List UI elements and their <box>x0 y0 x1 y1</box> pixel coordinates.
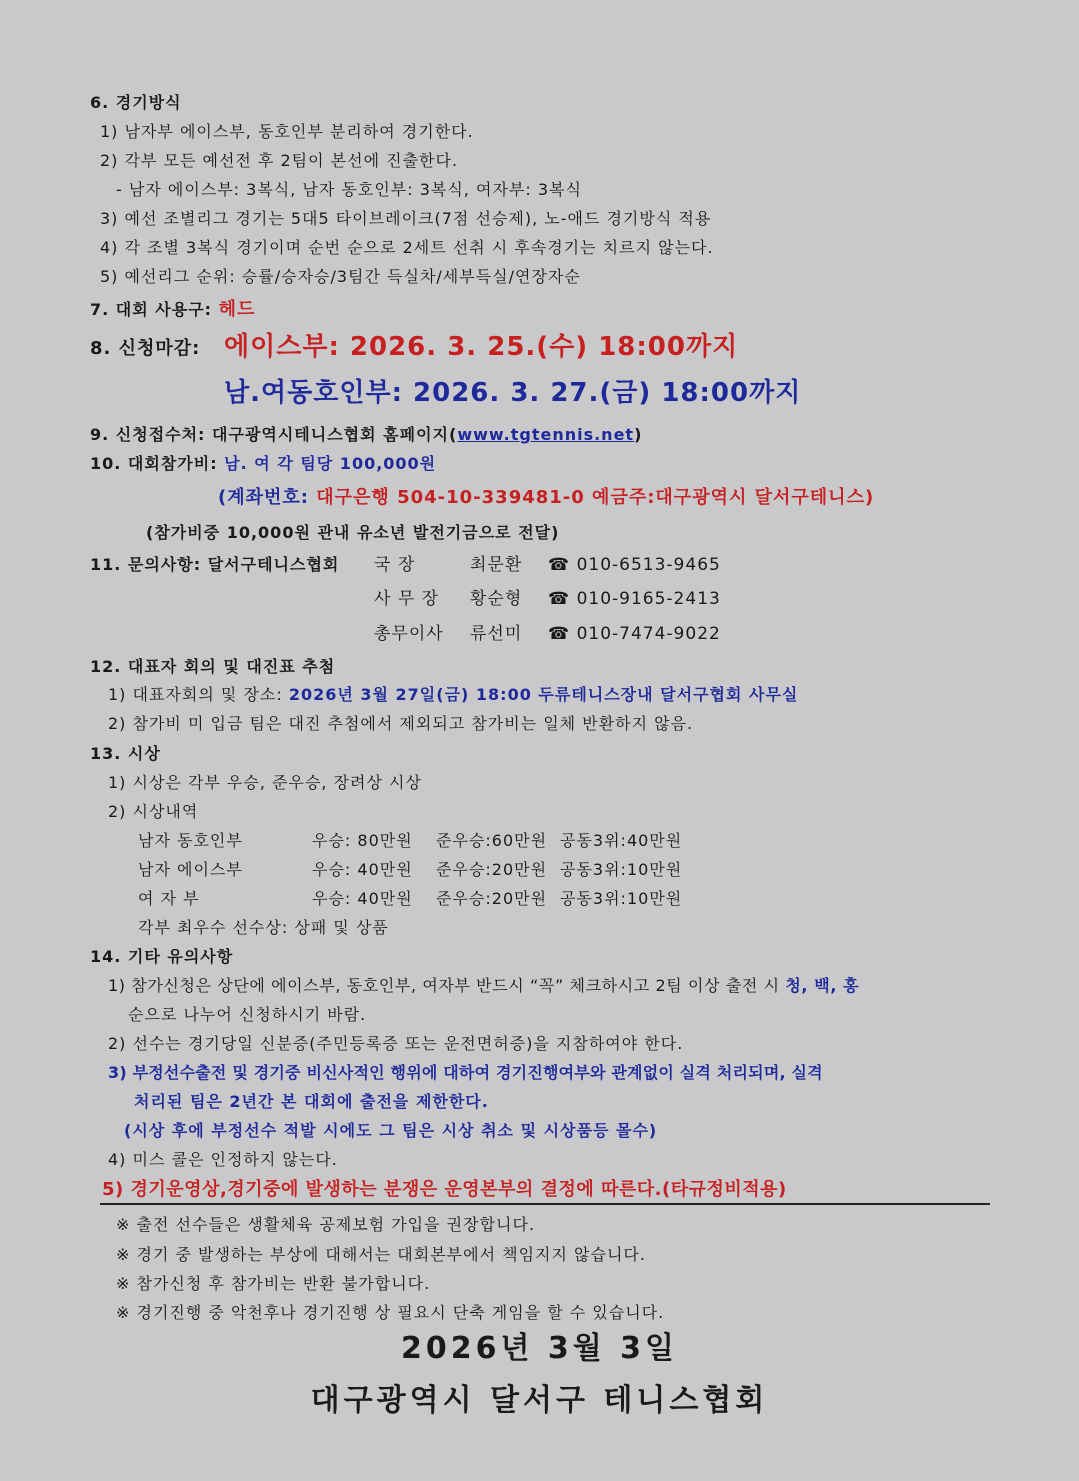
section-9 <box>90 424 642 446</box>
meeting-label: 1) 대표자회의 및 장소: <box>108 685 283 704</box>
section-10 <box>90 453 436 475</box>
entry-close: ) <box>634 425 643 444</box>
contact-role: 국 장 <box>374 555 416 575</box>
section-13-line-2: 2) 시상내역 <box>108 802 199 821</box>
contact-row <box>374 623 721 645</box>
contact-phone: ☎ 010-9165-2413 <box>548 589 721 609</box>
section-6-title: 6. 경기방식 <box>90 93 182 112</box>
contact-phone: ☎ 010-7474-9022 <box>548 624 721 644</box>
section-6-line-2: 2) 각부 모든 예선전 후 2팀이 본선에 진출한다. <box>100 151 459 170</box>
section-14-line-5: 5) 경기운영상,경기중에 발생하는 분쟁은 운영본부의 결정에 따른다.(타규정비적용) <box>102 1179 787 1200</box>
entry-label: 9. 신청접수처: 대구광역시테니스협회 홈페이지( <box>90 425 458 444</box>
section-6-line-1: 1) 남자부 에이스부, 동호인부 분리하여 경기한다. <box>100 122 474 141</box>
fee-label: 10. 대회참가비: <box>90 454 218 473</box>
account-label: (계좌번호: <box>218 487 309 508</box>
footer-organization: 대구광역시 달서구 테니스협회 <box>310 1383 769 1418</box>
ball-label: 7. 대회 사용구: <box>90 300 213 319</box>
prize-third: 공동3위:10만원 <box>560 889 683 908</box>
section-14-line-3a: 3) 부정선수출전 및 경기중 비신사적인 행위에 대하여 경기진행여부와 관계없이 실격 처리되며, 실격 <box>108 1063 823 1082</box>
contact-role: 사 무 장 <box>374 589 440 609</box>
section-12-line-1 <box>108 684 798 706</box>
prize-row <box>138 830 682 852</box>
section-14-title: 14. 기타 유의사항 <box>90 947 234 966</box>
meeting-value: 2026년 3월 27일(금) 18:00 두류테니스장내 달서구협회 사무실 <box>288 685 799 704</box>
prize-row <box>138 859 682 881</box>
section-6-line-4: 3) 예선 조별리그 경기는 5대5 타이브레이크(7점 선승제), 노-애드 경기방식 적용 <box>100 209 712 228</box>
prize-third: 공동3위:10만원 <box>560 860 683 879</box>
prize-row <box>138 888 682 910</box>
contact-row <box>374 554 721 576</box>
note-item: ※ 출전 선수들은 생활체육 공제보험 가입을 권장합니다. <box>116 1215 536 1234</box>
prize-second: 준우승:20만원 <box>436 860 548 879</box>
prize-first: 우승: 40만원 <box>312 860 413 879</box>
prize-second: 준우승:20만원 <box>436 889 548 908</box>
contact-role: 총무이사 <box>374 624 444 644</box>
deadline-club: 남.여동호인부: 2026. 3. 27.(금) 18:00까지 <box>224 378 802 408</box>
divider <box>100 1203 990 1205</box>
section-13-line-1: 1) 시상은 각부 우승, 준우승, 장려상 시상 <box>108 773 422 792</box>
section-6-line-6: 5) 예선리그 순위: 승률/승자승/3팀간 득실차/세부득실/연장자순 <box>100 267 581 286</box>
contact-name: 류선미 <box>470 624 523 644</box>
prize-division: 남자 에이스부 <box>138 860 243 879</box>
section-7 <box>90 298 255 322</box>
section-14-line-4: 4) 미스 콜은 인정하지 않는다. <box>108 1150 338 1169</box>
section-14-line-3b: 처리된 팀은 2년간 본 대회에 출전을 제한한다. <box>134 1092 489 1111</box>
prize-mvp: 각부 최우수 선수상: 상패 및 상품 <box>138 918 389 937</box>
note-item: ※ 경기진행 중 악천후나 경기진행 상 필요시 단축 게임을 할 수 있습니다. <box>116 1303 665 1322</box>
prize-division: 여 자 부 <box>138 889 200 908</box>
section-14-line-1a <box>108 975 859 997</box>
footer-date: 2026년 3월 3일 <box>400 1331 679 1366</box>
section-14-line-3c: (시상 후에 부정선수 적발 시에도 그 팀은 시상 취소 및 시상품등 몰수) <box>124 1121 658 1140</box>
note-item: ※ 참가신청 후 참가비는 반환 불가합니다. <box>116 1274 431 1293</box>
contact-name: 황순형 <box>470 589 523 609</box>
section-14-line-2: 2) 선수는 경기당일 신분증(주민등록증 또는 운전면허증)을 지참하여야 한다. <box>108 1034 684 1053</box>
section-6-line-5: 4) 각 조별 3복식 경기이며 순번 순으로 2세트 선취 시 후속경기는 치르지 않는다. <box>100 238 714 257</box>
section-6-line-3: - 남자 에이스부: 3복식, 남자 동호인부: 3복식, 여자부: 3복식 <box>116 180 582 199</box>
contact-phone: ☎ 010-6513-9465 <box>548 555 721 575</box>
team-rule-text: 1) 참가신청은 상단에 에이스부, 동호인부, 여자부 반드시 “꼭” 체크하시고 2팀 이상 출전 시 <box>108 976 780 995</box>
ball-value: 헤드 <box>218 299 256 320</box>
inquiry-label: 11. 문의사항: 달서구테니스협회 <box>90 555 340 574</box>
section-14-line-1b: 순으로 나누어 신청하시기 바람. <box>128 1005 367 1024</box>
prize-first: 우승: 40만원 <box>312 889 413 908</box>
contact-row <box>374 588 721 610</box>
fee-value: 남. 여 각 팀당 100,000원 <box>224 454 437 473</box>
team-colors: 청, 백, 홍 <box>785 976 860 995</box>
deadline-ace: 에이스부: 2026. 3. 25.(수) 18:00까지 <box>224 332 739 362</box>
deadline-label: 8. 신청마감: <box>90 338 201 359</box>
contact-name: 최문환 <box>470 555 523 575</box>
entry-url-link[interactable]: www.tgtennis.net <box>457 425 635 444</box>
note-item: ※ 경기 중 발생하는 부상에 대해서는 대회본부에서 책임지지 않습니다. <box>116 1245 646 1264</box>
prize-first: 우승: 80만원 <box>312 831 413 850</box>
prize-division: 남자 동호인부 <box>138 831 243 850</box>
account-value: 대구은행 504-10-339481-0 예금주:대구광역시 달서구테니스) <box>316 487 875 508</box>
prize-second: 준우승:60만원 <box>436 831 548 850</box>
section-12-line-2: 2) 참가비 미 입금 팀은 대진 추첨에서 제외되고 참가비는 일체 반환하지 않음. <box>108 714 694 733</box>
account-line <box>218 486 874 510</box>
section-13-title: 13. 시상 <box>90 744 161 763</box>
fee-note: (참가비중 10,000원 관내 유소년 발전기금으로 전달) <box>146 523 560 542</box>
prize-third: 공동3위:40만원 <box>560 831 683 850</box>
section-12-title: 12. 대표자 회의 및 대진표 추첨 <box>90 657 336 676</box>
